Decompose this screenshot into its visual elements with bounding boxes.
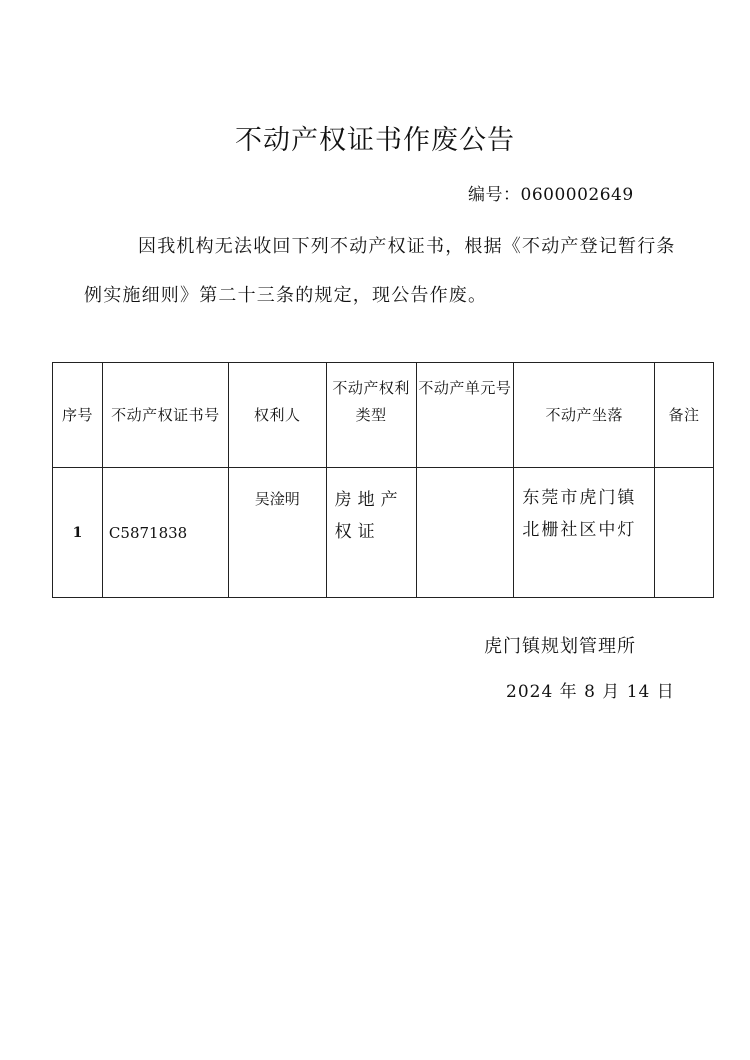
header-remark: 备注	[655, 363, 714, 468]
issue-date: 2024 年 8 月 14 日	[506, 682, 675, 702]
certificate-table	[52, 362, 714, 598]
cell-unit-no	[416, 468, 514, 598]
cell-cert-no: C5871838	[102, 468, 228, 598]
document-number: 编号：0600002649	[468, 185, 634, 205]
table-row	[53, 468, 714, 598]
document-title: 不动产权证书作废公告	[235, 125, 515, 156]
header-cert-no: 不动产权证书号	[102, 363, 228, 468]
issuer-name: 虎门镇规划管理所	[484, 636, 636, 657]
cell-holder: 吴淦明	[228, 468, 326, 598]
cell-seq: 1	[53, 468, 103, 598]
header-right-type: 不动产权利类型	[326, 363, 416, 468]
announcement-body: 因我机构无法收回下列不动产权证书，根据《不动产登记暂行条例实施细则》第二十三条的规定，现公告作废。	[84, 236, 676, 306]
cell-right-type: 房地产权证	[326, 468, 416, 598]
cell-location: 东莞市虎门镇北栅社区中灯	[514, 468, 655, 598]
cell-remark	[655, 468, 714, 598]
header-seq: 序号	[53, 363, 103, 468]
table-header-row	[53, 363, 714, 468]
header-unit-no: 不动产单元号	[416, 363, 514, 468]
header-holder: 权利人	[228, 363, 326, 468]
header-location: 不动产坐落	[514, 363, 655, 468]
